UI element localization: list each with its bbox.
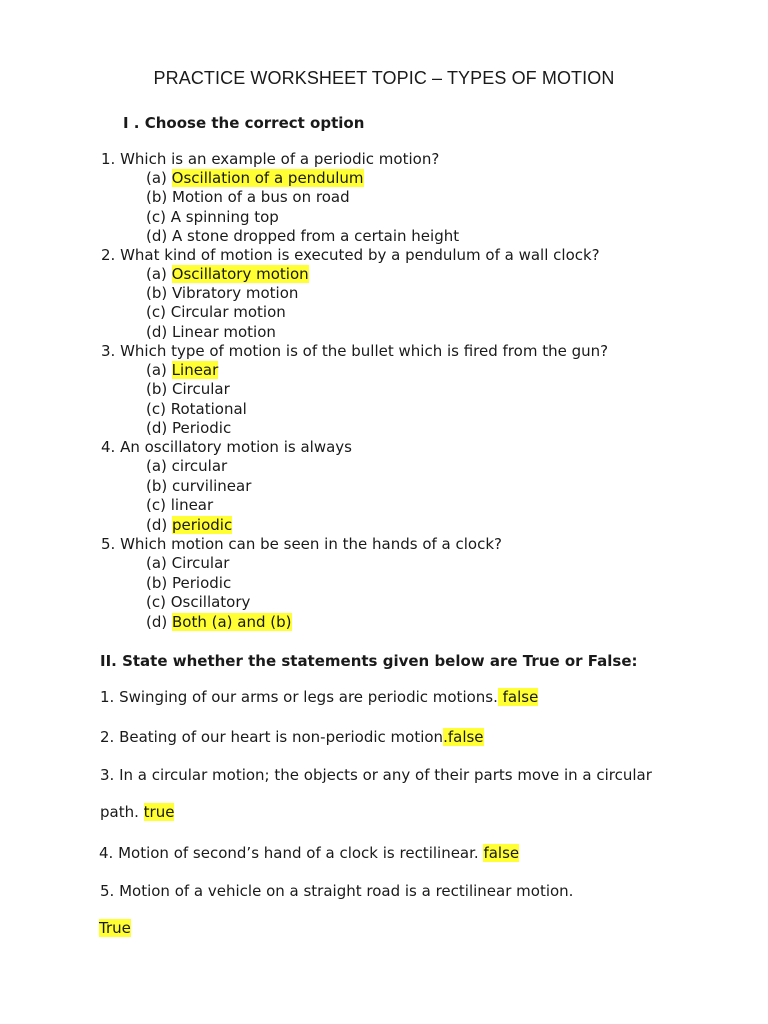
answer-highlight: Linear [171, 361, 219, 379]
answer-highlight: false [497, 688, 539, 706]
question-5-option-b: (b) Periodic [146, 574, 232, 592]
question-2-option-b: (b) Vibratory motion [146, 284, 299, 302]
statement-3: 3. In a circular motion; the objects or any of their parts move in a circular [100, 766, 652, 784]
question-3-option-c: (c) Rotational [146, 400, 247, 418]
statement-5: 5. Motion of a vehicle on a straight road is a rectilinear motion. [100, 882, 574, 900]
page-title: PRACTICE WORKSHEET TOPIC – TYPES OF MOTION [153, 68, 615, 88]
question-3-option-b: (b) Circular [146, 380, 230, 398]
answer-highlight: True [99, 919, 131, 937]
question-5-option-c: (c) Oscillatory [146, 593, 251, 611]
question-1-option-c: (c) A spinning top [146, 208, 279, 226]
section-2-heading: II. State whether the statements given below are True or False: [100, 652, 638, 670]
answer-highlight: .false [443, 728, 484, 746]
question-5-option-a: (a) Circular [146, 554, 230, 572]
section-1-heading: I . Choose the correct option [123, 114, 365, 132]
question-1-option-d: (d) A stone dropped from a certain height [146, 227, 460, 245]
question-4-option-c: (c) linear [146, 496, 214, 514]
answer-highlight: false [483, 844, 520, 862]
question-3-option-a: (a) Linear [146, 361, 219, 379]
question-4-option-d: (d) periodic [146, 516, 233, 534]
answer-highlight: Oscillation of a pendulum [171, 169, 364, 187]
question-2: 2. What kind of motion is executed by a pendulum of a wall clock? [101, 246, 600, 264]
question-4: 4. An oscillatory motion is always [101, 438, 352, 456]
question-2-option-d: (d) Linear motion [146, 323, 276, 341]
statement-2: 2. Beating of our heart is non-periodic motion.false [100, 728, 484, 746]
answer-highlight: periodic [172, 516, 233, 534]
statement-3-continuation: path. true [100, 803, 175, 821]
question-1-option-a: (a) Oscillation of a pendulum [146, 169, 364, 187]
answer-highlight: Oscillatory motion [171, 265, 309, 283]
question-2-option-c: (c) Circular motion [146, 303, 286, 321]
question-2-option-a: (a) Oscillatory motion [146, 265, 309, 283]
question-3-option-d: (d) Periodic [146, 419, 232, 437]
question-3: 3. Which type of motion is of the bullet which is fired from the gun? [101, 342, 609, 360]
question-4-option-b: (b) curvilinear [146, 477, 252, 495]
answer-highlight: true [143, 803, 175, 821]
answer-highlight: Both (a) and (b) [172, 613, 292, 631]
statement-1: 1. Swinging of our arms or legs are periodic motions. false [100, 688, 539, 706]
question-1: 1. Which is an example of a periodic motion? [101, 150, 440, 168]
statement-5-answer [99, 919, 131, 938]
statement-4: 4. Motion of second’s hand of a clock is rectilinear. false [99, 844, 520, 862]
question-5-option-d: (d) Both (a) and (b) [146, 613, 292, 631]
question-1-option-b: (b) Motion of a bus on road [146, 188, 350, 206]
question-5: 5. Which motion can be seen in the hands of a clock? [101, 535, 502, 553]
question-4-option-a: (a) circular [146, 457, 228, 475]
